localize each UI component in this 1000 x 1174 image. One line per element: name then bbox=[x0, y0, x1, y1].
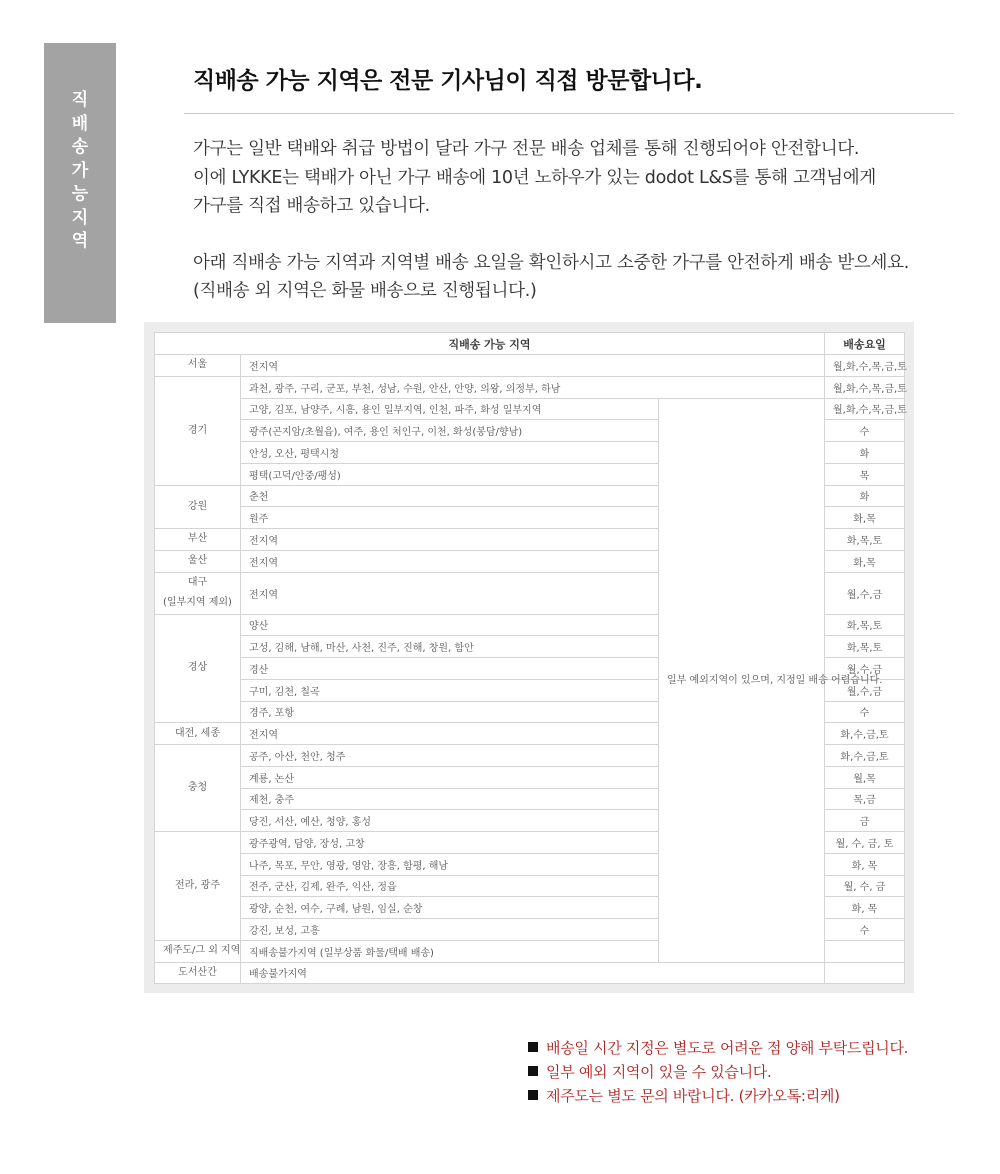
region-cell: 충청 bbox=[155, 745, 241, 832]
area-cell: 공주, 아산, 천안, 청주 bbox=[241, 745, 659, 767]
area-cell: 춘천 bbox=[241, 485, 659, 507]
day-cell: 화, 목 bbox=[825, 853, 905, 875]
area-cell: 전지역 bbox=[241, 723, 659, 745]
day-cell: 수 bbox=[825, 420, 905, 442]
day-cell: 월,목 bbox=[825, 766, 905, 788]
side-tab-char: 역 bbox=[71, 231, 89, 251]
day-cell: 월,화,수,목,금,토 bbox=[825, 398, 905, 420]
day-cell: 화 bbox=[825, 442, 905, 464]
table-row bbox=[155, 940, 905, 962]
side-tab-char: 배 bbox=[71, 113, 89, 134]
intro-line: 가구는 일반 택배와 취급 방법이 달라 가구 전문 배송 업체를 통해 진행되어야 안전합니다. bbox=[193, 139, 860, 159]
day-cell: 월, 수, 금, 토 bbox=[825, 832, 905, 854]
notice-item bbox=[528, 1036, 908, 1060]
side-tab-char: 송 bbox=[71, 137, 89, 157]
region-cell bbox=[155, 572, 241, 614]
region-cell: 경기 bbox=[155, 376, 241, 485]
area-cell: 전주, 군산, 김제, 완주, 익산, 정읍 bbox=[241, 875, 659, 897]
side-tab bbox=[44, 43, 116, 323]
day-cell: 화,수,금,토 bbox=[825, 745, 905, 767]
region-cell: 강원 bbox=[155, 485, 241, 529]
day-cell bbox=[825, 962, 905, 984]
region-cell: 전라, 광주 bbox=[155, 832, 241, 941]
region-note: (일부지역 제외) bbox=[163, 597, 232, 608]
area-cell: 고양, 김포, 남양주, 시흥, 용인 일부지역, 인천, 파주, 화성 일부지역 bbox=[241, 398, 659, 420]
area-cell: 나주, 목포, 무안, 영광, 영암, 장흥, 함평, 해남 bbox=[241, 853, 659, 875]
intro-line: 아래 직배송 가능 지역과 지역별 배송 요일을 확인하시고 소중한 가구를 안전하게 배송 받으세요. bbox=[193, 252, 910, 273]
intro-line: 이에 LYKKE는 택배가 아닌 가구 배송에 10년 노하우가 있는 dodot L&S를 통해 고객님에게 bbox=[193, 167, 876, 188]
header-day: 배송요일 bbox=[825, 333, 905, 355]
day-cell: 화,목,토 bbox=[825, 614, 905, 636]
paragraph-gap bbox=[193, 221, 909, 249]
area-cell: 원주 bbox=[241, 507, 659, 529]
intro-text bbox=[193, 135, 909, 306]
day-cell bbox=[825, 940, 905, 962]
side-tab-char: 지 bbox=[71, 207, 89, 228]
area-cell: 과천, 광주, 구리, 군포, 부천, 성남, 수원, 안산, 안양, 의왕, 의정부, 하남 bbox=[241, 376, 825, 398]
area-cell: 전지역 bbox=[241, 529, 659, 551]
table-row bbox=[155, 398, 905, 420]
day-cell: 화 bbox=[825, 485, 905, 507]
day-cell: 화,목,토 bbox=[825, 529, 905, 551]
table-row bbox=[155, 355, 905, 377]
day-cell: 화,목 bbox=[825, 507, 905, 529]
page-title: 직배송 가능 지역은 전문 기사님이 직접 방문합니다. bbox=[193, 68, 703, 94]
area-cell: 강진, 보성, 고흥 bbox=[241, 919, 659, 941]
region-cell: 부산 bbox=[155, 529, 241, 551]
area-cell: 전지역 bbox=[241, 550, 659, 572]
day-cell: 월,수,금 bbox=[825, 658, 905, 680]
notice-text: 제주도는 별도 문의 바랍니다. (카카오톡:리케) bbox=[546, 1087, 840, 1105]
day-cell: 월,수,금 bbox=[825, 679, 905, 701]
table-header-row bbox=[155, 333, 905, 355]
area-cell: 전지역 bbox=[241, 355, 825, 377]
side-tab-char: 능 bbox=[71, 184, 89, 204]
day-cell: 월,화,수,목,금,토 bbox=[825, 355, 905, 377]
region-cell: 서울 bbox=[155, 355, 241, 377]
day-cell: 월,화,수,목,금,토 bbox=[825, 376, 905, 398]
day-cell: 화,목,토 bbox=[825, 636, 905, 658]
intro-line: 가구를 직접 배송하고 있습니다. bbox=[193, 196, 430, 216]
area-cell: 경산 bbox=[241, 658, 659, 680]
title-divider bbox=[184, 113, 954, 114]
day-cell: 금 bbox=[825, 810, 905, 832]
area-cell: 평택(고덕/안중/팽성) bbox=[241, 463, 659, 485]
notice-list bbox=[528, 1036, 908, 1108]
area-cell: 광주(곤지암/초월읍), 여주, 용인 처인구, 이천, 화성(봉담/향남) bbox=[241, 420, 659, 442]
square-bullet-icon bbox=[528, 1042, 538, 1052]
square-bullet-icon bbox=[528, 1090, 538, 1100]
day-cell: 수 bbox=[825, 701, 905, 723]
notice-item bbox=[528, 1084, 908, 1108]
region-name: 대구 bbox=[187, 577, 208, 588]
region-cell: 도서산간 bbox=[155, 962, 241, 984]
day-cell: 화,수,금,토 bbox=[825, 723, 905, 745]
notice-item bbox=[528, 1060, 908, 1084]
area-cell: 제천, 충주 bbox=[241, 788, 659, 810]
area-cell: 당진, 서산, 예산, 청양, 홍성 bbox=[241, 810, 659, 832]
area-cell: 배송불가지역 bbox=[241, 962, 825, 984]
region-cell: 대전, 세종 bbox=[155, 723, 241, 745]
square-bullet-icon bbox=[528, 1066, 538, 1076]
day-cell: 목,금 bbox=[825, 788, 905, 810]
area-cell: 전지역 bbox=[241, 572, 659, 614]
area-cell: 계룡, 논산 bbox=[241, 766, 659, 788]
delivery-table-panel bbox=[144, 322, 914, 993]
region-cell: 경상 bbox=[155, 614, 241, 723]
day-cell: 수 bbox=[825, 919, 905, 941]
side-tab-label bbox=[44, 89, 116, 254]
table-row bbox=[155, 962, 905, 984]
day-cell: 화,목 bbox=[825, 550, 905, 572]
area-cell: 광주광역, 담양, 장성, 고창 bbox=[241, 832, 659, 854]
notice-text: 일부 예외 지역이 있을 수 있습니다. bbox=[546, 1063, 772, 1081]
region-cell: 제주도/그 외 지역 bbox=[155, 940, 241, 962]
area-cell: 양산 bbox=[241, 614, 659, 636]
region-cell: 울산 bbox=[155, 550, 241, 572]
area-cell: 고성, 김해, 남해, 마산, 사천, 진주, 진해, 창원, 함안 bbox=[241, 636, 659, 658]
day-cell: 월, 수, 금 bbox=[825, 875, 905, 897]
side-tab-char: 가 bbox=[71, 160, 89, 181]
exception-note-text: 일부 예외지역이 있으며, 지정일 배송 어렵습니다. bbox=[667, 674, 883, 686]
day-cell: 목 bbox=[825, 463, 905, 485]
header-area: 직배송 가능 지역 bbox=[155, 333, 825, 355]
area-cell: 광양, 순천, 여수, 구례, 남원, 임실, 순창 bbox=[241, 897, 659, 919]
day-cell: 월,수,금 bbox=[825, 572, 905, 614]
area-cell: 직배송불가지역 (일부상품 화물/택배 배송) bbox=[241, 940, 825, 962]
notice-text: 배송일 시간 지정은 별도로 어려운 점 양해 부탁드립니다. bbox=[546, 1039, 909, 1057]
area-cell: 구미, 김천, 칠곡 bbox=[241, 679, 659, 701]
delivery-region-table bbox=[154, 332, 905, 984]
day-cell: 화, 목 bbox=[825, 897, 905, 919]
side-tab-char: 직 bbox=[71, 90, 89, 110]
table-row bbox=[155, 376, 905, 398]
area-cell: 경주, 포항 bbox=[241, 701, 659, 723]
intro-line: (직배송 외 지역은 화물 배송으로 진행됩니다.) bbox=[193, 281, 537, 301]
area-cell: 안성, 오산, 평택시청 bbox=[241, 442, 659, 464]
